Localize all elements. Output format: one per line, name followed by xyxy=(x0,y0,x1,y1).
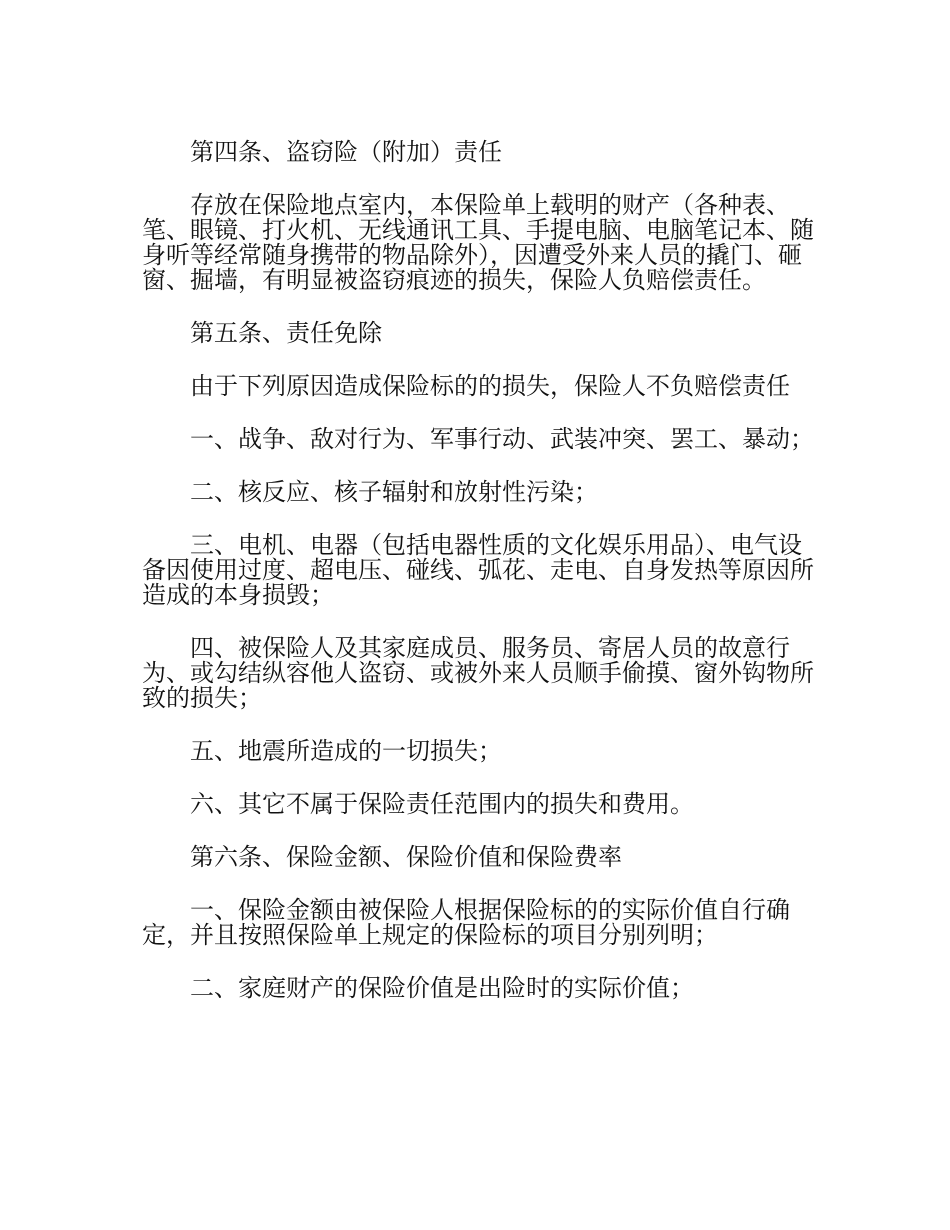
document-page xyxy=(142,140,814,1029)
amount-item-2: 二、家庭财产的保险价值是出险时的实际价值； xyxy=(190,974,694,1002)
exclusion-item-6: 六、其它不属于保险责任范围内的损失和费用。 xyxy=(190,790,694,818)
paragraph-theft-coverage: 存放在保险地点室内，本保险单上载明的财产（各种表、笔、眼镜、打火机、无线通讯工具、手提电脑、电脑笔记本、随身听等经常随身携带的物品除外），因遭受外来人员的撬门、砸窗、掘墙，有明显被盗窃痕迹的损失，保险人负赔偿责任。 xyxy=(142,191,814,294)
exclusion-item-2: 二、核反应、核子辐射和放射性污染； xyxy=(190,478,598,506)
heading-article-6: 第六条、保险金额、保险价值和保险费率 xyxy=(190,843,622,871)
amount-item-1: 一、保险金额由被保险人根据保险标的的实际价值自行确定，并且按照保险单上规定的保险标的项目分别列明； xyxy=(142,896,790,949)
heading-article-4: 第四条、盗窃险（附加）责任 xyxy=(190,138,502,166)
paragraph-exclusions-intro: 由于下列原因造成保险标的的损失，保险人不负赔偿责任 xyxy=(190,372,790,400)
exclusion-item-1: 一、战争、敌对行为、军事行动、武装冲突、罢工、暴动； xyxy=(190,425,814,453)
exclusion-item-4: 四、被保险人及其家庭成员、服务员、寄居人员的故意行为、或勾结纵容他人盗窃、或被外来人员顺手偷摸、窗外钩物所致的损失； xyxy=(142,634,814,712)
exclusion-item-3: 三、电机、电器（包括电器性质的文化娱乐用品）、电气设备因使用过度、超电压、碰线、弧花、走电、自身发热等原因所造成的本身损毁； xyxy=(142,531,814,609)
exclusion-item-5: 五、地震所造成的一切损失； xyxy=(190,737,502,765)
heading-article-5: 第五条、责任免除 xyxy=(190,319,382,347)
